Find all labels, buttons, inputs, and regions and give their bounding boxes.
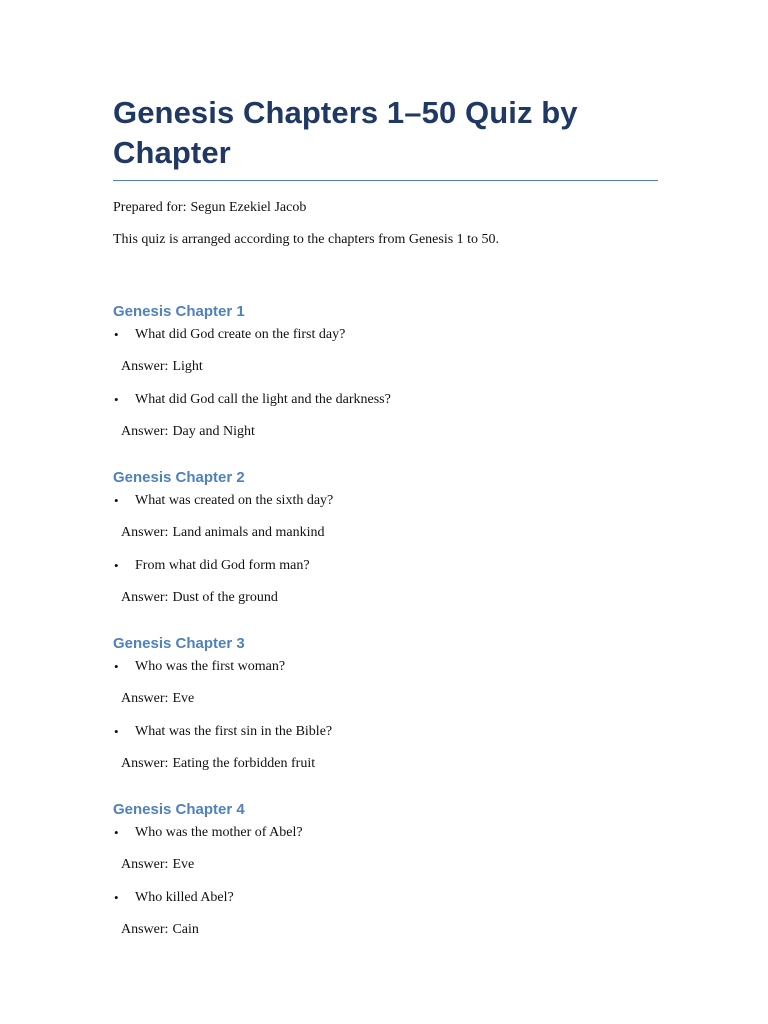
chapter-section <box>113 634 658 773</box>
prepared-for-line <box>113 199 658 217</box>
title-divider <box>113 180 658 181</box>
answer-text: Dust of the ground <box>172 590 278 605</box>
answer-line <box>121 856 658 874</box>
answer-label: Answer: <box>121 922 169 937</box>
question-item <box>113 723 658 741</box>
question-item <box>113 391 658 409</box>
question-answer-item <box>113 723 658 773</box>
question-answer-item <box>113 557 658 607</box>
answer-label: Answer: <box>121 424 169 439</box>
question-item <box>113 658 658 676</box>
chapter-section <box>113 302 658 441</box>
question-item <box>113 889 658 907</box>
question-item <box>113 326 658 344</box>
bullet-icon: • <box>114 724 119 739</box>
answer-text: Eating the forbidden fruit <box>172 756 316 771</box>
answer-label: Answer: <box>121 590 169 605</box>
answer-line <box>121 524 658 542</box>
question-answer-item <box>113 824 658 874</box>
chapter-section <box>113 800 658 939</box>
question-text: What was the first sin in the Bible? <box>135 724 333 739</box>
question-item <box>113 824 658 842</box>
answer-line <box>121 423 658 441</box>
intro-paragraph: This quiz is arranged according to the chapters from Genesis 1 to 50. <box>113 232 500 247</box>
chapter-heading: Genesis Chapter 3 <box>113 635 245 652</box>
bullet-icon: • <box>114 890 119 905</box>
answer-line <box>121 755 658 773</box>
answer-label: Answer: <box>121 525 169 540</box>
question-text: What was created on the sixth day? <box>135 493 334 508</box>
question-answer-item <box>113 889 658 939</box>
bullet-icon: • <box>114 558 119 573</box>
question-text: What did God create on the first day? <box>135 327 346 342</box>
bullet-icon: • <box>114 327 119 342</box>
bullet-icon: • <box>114 493 119 508</box>
answer-text: Eve <box>172 691 195 706</box>
chapter-section <box>113 468 658 607</box>
answer-line <box>121 358 658 376</box>
answer-text: Land animals and mankind <box>172 525 325 540</box>
answer-text: Cain <box>172 922 199 937</box>
bullet-icon: • <box>114 659 119 674</box>
prepared-for-label: Prepared for: <box>113 200 187 215</box>
question-text: Who was the mother of Abel? <box>135 825 303 840</box>
bullet-icon: • <box>114 392 119 407</box>
question-answer-item <box>113 391 658 441</box>
answer-line <box>121 921 658 939</box>
chapter-heading: Genesis Chapter 1 <box>113 303 245 320</box>
answer-line <box>121 690 658 708</box>
chapter-heading: Genesis Chapter 2 <box>113 469 245 486</box>
answer-label: Answer: <box>121 359 169 374</box>
bullet-icon: • <box>114 825 119 840</box>
answer-label: Answer: <box>121 857 169 872</box>
answer-text: Light <box>172 359 203 374</box>
answer-line <box>121 589 658 607</box>
question-text: From what did God form man? <box>135 558 310 573</box>
chapter-heading: Genesis Chapter 4 <box>113 801 245 818</box>
prepared-for-name: Segun Ezekiel Jacob <box>190 200 307 215</box>
question-text: Who was the first woman? <box>135 659 286 674</box>
question-item <box>113 557 658 575</box>
answer-label: Answer: <box>121 756 169 771</box>
question-answer-item <box>113 658 658 708</box>
question-text: Who killed Abel? <box>135 890 234 905</box>
question-text: What did God call the light and the darkness? <box>135 392 391 407</box>
question-answer-item <box>113 492 658 542</box>
answer-text: Eve <box>172 857 195 872</box>
answer-label: Answer: <box>121 691 169 706</box>
answer-text: Day and Night <box>172 424 255 439</box>
page-title: Genesis Chapters 1–50 Quiz by Chapter <box>113 95 578 170</box>
question-item <box>113 492 658 510</box>
question-answer-item <box>113 326 658 376</box>
